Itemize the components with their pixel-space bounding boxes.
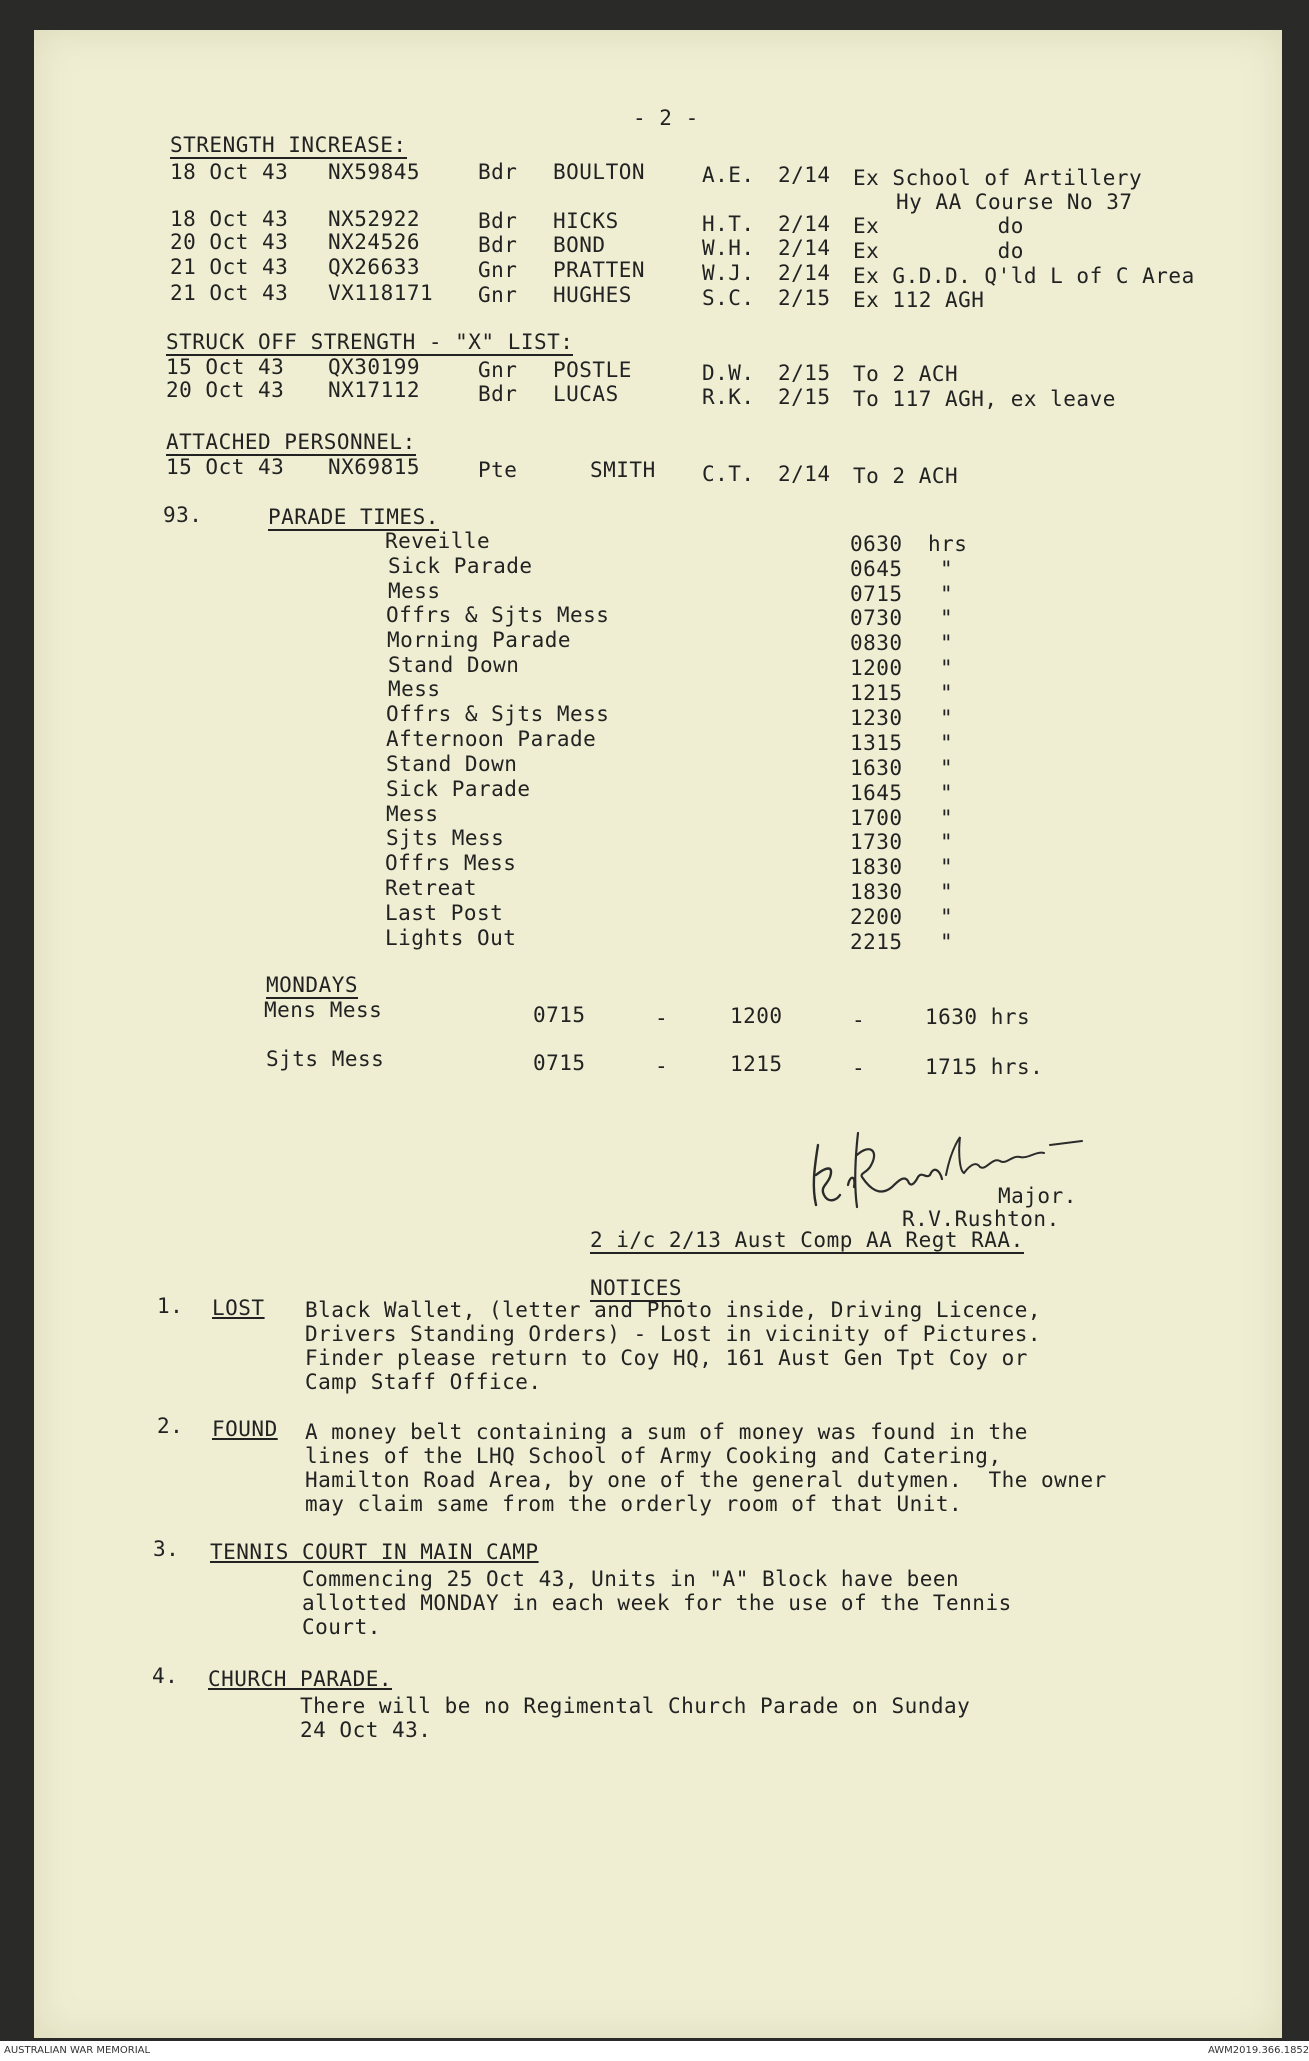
attached-heading: ATTACHED PERSONNEL: [166, 430, 416, 454]
parade-ditto: " [940, 806, 954, 830]
notice-title: FOUND [212, 1417, 278, 1441]
row-initials: W.J. [702, 261, 755, 285]
row-number: NX17112 [328, 378, 421, 402]
mondays-dash: - [852, 1056, 866, 1080]
parade-time: 0715 [850, 582, 903, 606]
parade-ditto: " [940, 582, 954, 606]
row-rank: Bdr [478, 160, 518, 184]
parade-ditto: " [940, 656, 954, 680]
signatory-name: R.V.Rushton. [902, 1207, 1060, 1231]
notice-line: allotted MONDAY in each week for the use of the Tennis [302, 1591, 1012, 1615]
parade-time: 1645 [850, 781, 903, 805]
row-unit: 2/14 [778, 163, 831, 187]
parade-label: Mess [386, 802, 439, 826]
parade-time: 1830 [850, 855, 903, 879]
notice-line: Drivers Standing Orders) - Lost in vicinity of Pictures. [305, 1322, 1042, 1346]
row-name: SMITH [590, 458, 656, 482]
notice-title: TENNIS COURT IN MAIN CAMP [210, 1540, 539, 1564]
row-name: BOND [553, 233, 606, 257]
row-remark: To 2 ACH [853, 464, 959, 488]
parade-unit: hrs [928, 532, 968, 556]
parade-time: 1630 [850, 756, 903, 780]
mondays-time: 1630 hrs [925, 1005, 1031, 1029]
parade-label: Reveille [385, 529, 491, 553]
archive-footer [0, 2041, 1309, 2061]
row-number: NX69815 [328, 455, 421, 479]
notice-number: 1. [157, 1294, 184, 1318]
row-number: VX118171 [328, 281, 434, 305]
row-date: 15 Oct 43 [166, 355, 285, 379]
row-initials: W.H. [702, 236, 755, 260]
row-date: 20 Oct 43 [170, 230, 289, 254]
parade-ditto: " [940, 905, 954, 929]
row-date: 21 Oct 43 [170, 255, 289, 279]
parade-label: Morning Parade [387, 628, 572, 652]
footer-reference: AWM2019.366.1852 [1208, 2045, 1309, 2056]
row-name: HICKS [553, 209, 619, 233]
notice-title: LOST [212, 1296, 265, 1320]
parade-label: Offrs & Sjts Mess [386, 702, 610, 726]
row-name: BOULTON [553, 160, 646, 184]
parade-label: Last Post [385, 901, 504, 925]
mondays-dash: - [655, 1006, 669, 1030]
struck-off-heading: STRUCK OFF STRENGTH - "X" LIST: [166, 330, 574, 354]
signatory-appointment: 2 i/c 2/13 Aust Comp AA Regt RAA. [590, 1228, 1024, 1252]
mondays-time: 1215 [730, 1052, 783, 1076]
notice-line: may claim same from the orderly room of that Unit. [305, 1492, 963, 1516]
row-unit: 2/15 [778, 361, 831, 385]
parade-section-number: 93. [163, 503, 203, 527]
parade-ditto: " [940, 557, 954, 581]
signatory-rank: Major. [998, 1184, 1077, 1208]
notice-line: A money belt containing a sum of money was found in the [305, 1420, 1028, 1444]
mondays-time: 0715 [533, 1003, 586, 1027]
parade-ditto: " [940, 781, 954, 805]
notice-line: Black Wallet, (letter and Photo inside, Driving Licence, [305, 1298, 1042, 1322]
row-initials: R.K. [702, 385, 755, 409]
notice-line: lines of the LHQ School of Army Cooking and Catering, [305, 1444, 1002, 1468]
notices-heading: NOTICES [590, 1276, 683, 1300]
notice-number: 2. [157, 1414, 184, 1438]
parade-ditto: " [940, 855, 954, 879]
parade-time: 0730 [850, 606, 903, 630]
row-rank: Pte [478, 458, 518, 482]
parade-label: Mess [388, 677, 441, 701]
mondays-heading: MONDAYS [266, 973, 359, 997]
parade-label: Afternoon Parade [386, 727, 597, 751]
notice-number: 3. [153, 1537, 180, 1561]
row-date: 18 Oct 43 [170, 160, 289, 184]
row-number: QX30199 [328, 355, 421, 379]
parade-time: 0630 [850, 532, 903, 556]
parade-time: 0645 [850, 557, 903, 581]
row-remark: To 117 AGH, ex leave [853, 387, 1116, 411]
footer-institution: AUSTRALIAN WAR MEMORIAL [4, 2045, 151, 2056]
parade-label: Sjts Mess [386, 826, 505, 850]
notice-line: Hamilton Road Area, by one of the general dutymen. The owner [305, 1468, 1107, 1492]
row-unit: 2/14 [778, 212, 831, 236]
parade-label: Sick Parade [388, 554, 533, 578]
row-unit: 2/15 [778, 385, 831, 409]
mondays-label: Mens Mess [264, 998, 383, 1022]
parade-ditto: " [940, 706, 954, 730]
parade-label: Sick Parade [386, 777, 531, 801]
parade-time: 1730 [850, 830, 903, 854]
parade-label: Offrs & Sjts Mess [386, 603, 610, 627]
mondays-time: 1715 hrs. [925, 1055, 1044, 1079]
row-name: LUCAS [553, 382, 619, 406]
parade-ditto: " [940, 756, 954, 780]
page-number: - 2 - [633, 106, 699, 130]
row-rank: Gnr [478, 283, 518, 307]
parade-ditto: " [940, 681, 954, 705]
parade-time: 1830 [850, 880, 903, 904]
notice-line: Court. [302, 1615, 381, 1639]
row-number: NX59845 [328, 160, 421, 184]
parade-time: 2215 [850, 930, 903, 954]
parade-time: 1215 [850, 681, 903, 705]
parade-label: Mess [388, 579, 441, 603]
parade-label: Lights Out [385, 926, 517, 950]
row-rank: Bdr [478, 382, 518, 406]
row-name: PRATTEN [553, 258, 646, 282]
row-unit: 2/14 [778, 236, 831, 260]
notice-line: Commencing 25 Oct 43, Units in "A" Block have been [302, 1567, 960, 1591]
parade-time: 2200 [850, 905, 903, 929]
row-rank: Gnr [478, 358, 518, 382]
mondays-time: 0715 [533, 1051, 586, 1075]
mondays-label: Sjts Mess [266, 1047, 385, 1071]
parade-time: 1200 [850, 656, 903, 680]
row-initials: H.T. [702, 212, 755, 236]
row-initials: C.T. [702, 462, 755, 486]
parade-ditto: " [940, 606, 954, 630]
row-rank: Bdr [478, 209, 518, 233]
row-remark: To 2 ACH [853, 362, 959, 386]
notice-line: There will be no Regimental Church Parade on Sunday [300, 1694, 971, 1718]
mondays-time: 1200 [730, 1004, 783, 1028]
row-rank: Bdr [478, 233, 518, 257]
notice-line: Camp Staff Office. [305, 1370, 542, 1394]
notice-line: 24 Oct 43. [300, 1718, 432, 1742]
notice-line: Finder please return to Coy HQ, 161 Aust Gen Tpt Coy or [305, 1346, 1028, 1370]
mondays-dash: - [655, 1054, 669, 1078]
row-rank: Gnr [478, 258, 518, 282]
parade-label: Offrs Mess [385, 851, 517, 875]
parade-time: 0830 [850, 631, 903, 655]
parade-times-heading: PARADE TIMES. [268, 505, 439, 529]
row-initials: S.C. [702, 286, 755, 310]
row-number: NX52922 [328, 207, 421, 231]
row-remark: Ex G.D.D. Q'ld L of C Area [853, 264, 1195, 288]
mondays-dash: - [852, 1008, 866, 1032]
row-name: HUGHES [553, 283, 632, 307]
parade-ditto: " [940, 880, 954, 904]
parade-label: Retreat [385, 876, 478, 900]
row-date: 20 Oct 43 [166, 378, 285, 402]
row-date: 15 Oct 43 [166, 455, 285, 479]
row-unit: 2/14 [778, 261, 831, 285]
row-unit: 2/14 [778, 462, 831, 486]
row-remark: Ex do [853, 239, 1024, 263]
row-remark: Ex School of Artillery [853, 166, 1143, 190]
row-date: 21 Oct 43 [170, 281, 289, 305]
parade-ditto: " [940, 930, 954, 954]
notice-number: 4. [152, 1664, 179, 1688]
parade-ditto: " [940, 731, 954, 755]
notice-title: CHURCH PARADE. [208, 1667, 393, 1691]
row-number: NX24526 [328, 230, 421, 254]
parade-ditto: " [940, 631, 954, 655]
row-date: 18 Oct 43 [170, 207, 289, 231]
parade-time: 1230 [850, 706, 903, 730]
parade-label: Stand Down [386, 752, 518, 776]
parade-time: 1700 [850, 806, 903, 830]
row-initials: D.W. [702, 361, 755, 385]
parade-label: Stand Down [388, 653, 520, 677]
row-remark: Hy AA Course No 37 [896, 190, 1133, 214]
parade-ditto: " [940, 830, 954, 854]
row-remark: Ex do [853, 214, 1024, 238]
strength-increase-heading: STRENGTH INCREASE: [170, 133, 407, 157]
row-initials: A.E. [702, 163, 755, 187]
row-unit: 2/15 [778, 286, 831, 310]
row-number: QX26633 [328, 255, 421, 279]
row-remark: Ex 112 AGH [853, 288, 985, 312]
parade-time: 1315 [850, 731, 903, 755]
row-name: POSTLE [553, 358, 632, 382]
